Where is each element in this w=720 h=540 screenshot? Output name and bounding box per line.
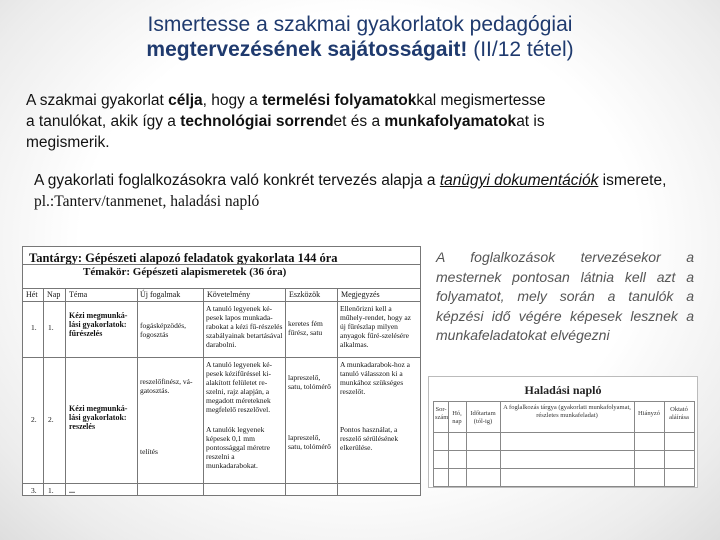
title-line2-rest: (II/12 tétel) [467,38,574,61]
goal-text: A szakmai gyakorlat [26,92,169,109]
doc-divider [23,483,420,484]
goal-text: , hogy a [202,92,263,109]
log-row-line [434,468,694,469]
goal-text: et és a [333,113,385,130]
documentation-link[interactable]: tanügyi dokumentációk [439,172,599,189]
doc-cell-requirement: A tanulók legyenek képesek 0,1 mm pontossággal méretre reszelni a munkadarabokat. [206,425,270,470]
log-header-cell: Időtartam (tól-ig) [470,410,496,425]
doc-header-cell: Hét [26,290,38,299]
basis-paragraph [34,170,694,212]
doc-cell-day: 2. [48,415,54,424]
doc-cell-requirement: A tanuló legyenek ké-pesek lapos munkada-rabokat a kézi fű-részelés szabályainak betartásával darabolni. [206,304,283,349]
doc-header-cell: Nap [47,290,61,299]
key-term: technológiai sorrend [180,113,334,130]
slide-title [0,12,720,62]
key-term: munkafolyamatok [384,113,517,130]
doc-cell-topic: Kézi megmunká-lási gyakorlatok: reszelés [69,404,128,431]
doc-divider [23,301,420,302]
log-header-cell: Sor-szám [435,406,449,421]
doc-header-cell: Új fogalmak [140,290,181,299]
doc-cell-week: 2. [31,415,37,424]
doc-header-cell: Eszközök [289,290,321,299]
goal-text: kal megismertesse a tanulókat, akik így a [26,92,546,130]
doc-cell-concepts: telítés [140,447,158,456]
doc-header-cell: Megjegyzés [341,290,380,299]
doc-cell-topic: ... [69,486,75,495]
doc-col-line [337,288,338,495]
progress-log-image [428,376,698,488]
curriculum-table-image [22,246,421,496]
doc-cell-tools: lapreszelő, satu, tolómérő [288,433,331,451]
progress-log-grid [433,401,695,487]
doc-cell-topic: Kézi megmunká-lási gyakorlatok: fűrészelés [69,311,128,338]
doc-divider [23,288,420,289]
progress-log-title: Haladási napló [524,383,602,397]
doc-divider [23,357,420,358]
doc-col-line [137,288,138,495]
doc-cell-day: 1. [48,323,54,332]
key-term: termelési folyamatok [262,92,417,109]
doc-header-cell: Téma [69,290,88,299]
basis-text-mid: ismerete, [598,172,667,189]
doc-cell-note: A munkadarabok-hoz a tanuló válasszon ki a munkához szükséges reszelőt. [340,360,410,396]
log-header-cell: Oktató aláírása [669,406,689,421]
log-header-cell: Hiányzó [637,410,661,417]
log-row-line [434,450,694,451]
title-line2-bold: megtervezésének sajátosságait! [146,38,468,61]
log-col-line [500,402,501,486]
doc-cell-week: 3. [31,486,37,495]
doc-topic: Témakör: Gépészeti alapismeretek (36 óra) [83,266,287,278]
doc-col-line [203,288,204,495]
planning-note: A foglalkozások tervezésekor a mesternek pontosan látnia kell azt a folyamatot, mely során a tanulók a képzési idő végére képesek lesznek a munkafeladatokat elvégezni [436,249,694,343]
doc-header-cell: Követelmény [207,290,251,299]
title-line2 [0,37,720,62]
doc-cell-tools: lapreszelő, satu, tolómérő [288,373,331,391]
log-header-cell: A foglalkozás tárgya (gyakorlati munkafolyamat, részletes munkafeladat) [503,404,631,419]
doc-cell-concepts: reszelőfinész, vá-gatosztás. [140,377,193,395]
doc-cell-note: Pontos használat, a reszelő sérülésének elkerülése. [340,425,399,452]
goal-text: at is megismerik. [26,113,545,151]
doc-cell-requirement: A tanuló legyenek ké-pesek kézifűréssel ki-alakított felületet re-szelni, rajz alapján, a megadott méreteknek megfelelő reszelővel. [206,360,273,414]
basis-examples: pl.:Tanterv/tanmenet, haladási napló [34,193,260,210]
doc-cell-note: Ellenőrizni kell a műhely-rendet, hogy az új fűrészlap milyen anyagok fűré-szelésére alkalmas. [340,304,412,349]
key-term: célja [168,92,203,109]
basis-text-pre: A gyakorlati foglalkozásokra való konkrét tervezés alapja a [34,172,440,189]
doc-subject: Tantárgy: Gépészeti alapozó feladatok gyakorlata 144 óra [29,251,338,265]
doc-cell-concepts: fogásképzödés, fogosztás [140,321,187,339]
doc-col-line [43,288,44,495]
doc-cell-tools: keretes fém fűrész, satu [288,319,323,337]
doc-cell-day: 1. [48,486,54,495]
log-row-line [434,432,694,433]
doc-divider [23,264,420,265]
doc-col-line [65,288,66,495]
title-line1: Ismertesse a szakmai gyakorlatok pedagógiai [147,13,573,36]
goal-paragraph [26,90,546,153]
doc-col-line [285,288,286,495]
log-header-cell: Hó, nap [452,410,462,425]
doc-cell-week: 1. [31,323,37,332]
